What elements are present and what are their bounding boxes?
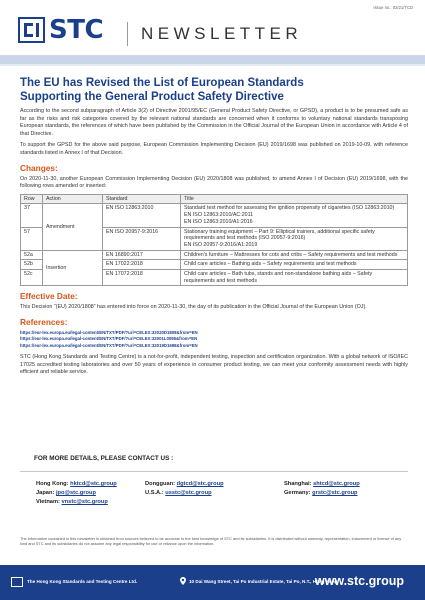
contact-item <box>284 481 360 487</box>
column-header: Row <box>21 194 43 204</box>
footer-bar <box>0 565 425 600</box>
changes-paragraph: On 2020-11-30, another European Commission Implementing Decision (EU) 2020/1808 was published, to amend Annex I of Decision (EU) 2019/1698, with the following rows amended or inserted: <box>20 175 408 190</box>
title-cell: Children’s furniture – Mattresses for cots and cribs – Safety requirements and test methods <box>181 250 408 260</box>
column-header: Action <box>43 194 103 204</box>
issue-number: Issue no.: 02/21/TCD <box>373 5 413 10</box>
contact-email[interactable]: hktcd@stc.group <box>70 481 117 487</box>
contact-email[interactable]: grstc@stc.group <box>312 490 358 496</box>
standard-cell: EN 17072:2018 <box>103 270 181 286</box>
title-cell: Child care articles – Bath tubs, stands and non-standalone bathing aids – Safety requirements and test methods <box>181 270 408 286</box>
title-cell: Stationary training equipment – Part 9: Elliptical trainers, additional specific safety requirements and test methods (ISO 20957-9:2016) EN ISO 20957-9:2016/A1:2019 <box>181 227 408 250</box>
contact-item <box>36 481 117 487</box>
standard-cell: EN 16890:2017 <box>103 250 181 260</box>
changes-table <box>20 194 408 287</box>
reference-link[interactable]: https://eur-lex.europa.eu/legal-content/EN/TXT/PDF/?uri=CELEX:32020D1808&from=EN <box>20 330 198 336</box>
contact-label: Hong Kong: <box>36 481 69 487</box>
table-header-row <box>21 194 408 204</box>
footer-logo-icon <box>11 577 23 587</box>
contact-label: Shanghai: <box>284 481 312 487</box>
article-title-line2: Supporting the General Product Safety Directive <box>20 91 284 103</box>
about-paragraph: STC (Hong Kong Standards and Testing Centre) is a not-for-profit, independent testing, inspection and certification organization. With a global network of ISO/IEC 17025 accredited testing laboratories and over 50 years of experience in consumer product testing, we can meet your conformity assessment needs with highly efficient and reliable service. <box>20 353 408 376</box>
footer-company: The Hong Kong Standards and Testing Centre Ltd. <box>27 579 138 584</box>
contact-item <box>145 490 212 496</box>
intro-paragraph-2: To support the GPSD for the above said purpose, European Commission Implementing Decision (EU) 2019/1698 was published on 2019-10-09, with reference standards listed in Annex I of that Decision. <box>20 142 408 156</box>
stc-logo <box>18 17 103 43</box>
table-row <box>21 204 408 227</box>
disclaimer-text: The information contained in this newsletter is obtained from sources believed to be accurate to the best knowledge of STC and its subsidiaries. It is distributed without warranty, representation, inducement or license of any kind and STC and its subsidiaries do not assume any legal responsibility for use or reliance upon the information. <box>20 536 402 547</box>
contact-item <box>284 490 358 496</box>
reference-link[interactable]: https://eur-lex.europa.eu/legal-content/EN/TXT/PDF/?uri=CELEX:32001L0095&from=EN <box>20 336 198 342</box>
footer-address: 10 Dai Wang Street, Tai Po Industrial Estate, Tai Po, N.T., Hong Kong <box>189 579 338 584</box>
reference-link[interactable]: https://eur-lex.europa.eu/legal-content/EN/TXT/PDF/?uri=CELEX:32019D1698&from=EN <box>20 342 198 348</box>
contact-item <box>36 499 108 505</box>
standard-cell: EN 17022:2018 <box>103 260 181 270</box>
contact-label: Germany: <box>284 490 311 496</box>
contact-label: Dongguan: <box>145 481 176 487</box>
contact-item <box>36 490 96 496</box>
contact-label: Vietnam: <box>36 499 60 505</box>
contact-label: Japan: <box>36 490 55 496</box>
contact-heading: FOR MORE DETAILS, PLEASE CONTACT US : <box>34 455 174 462</box>
article-title-line1: The EU has Revised the List of European Standards <box>20 77 304 89</box>
stc-logo-icon <box>18 17 45 43</box>
references-heading: References: <box>20 317 68 328</box>
column-header: Standard <box>103 194 181 204</box>
reference-links <box>20 330 408 349</box>
row-number: 52c <box>21 270 43 286</box>
column-header: Title <box>181 194 408 204</box>
newsletter-title: NEWSLETTER <box>141 24 303 43</box>
contact-divider <box>20 471 408 472</box>
contact-item <box>145 481 224 487</box>
contact-email[interactable]: usstc@stc.group <box>165 490 212 496</box>
row-number: 37 <box>21 204 43 227</box>
location-pin-icon <box>180 577 186 585</box>
title-cell: Child care articles – Bathing aids – Safety requirements and test methods <box>181 260 408 270</box>
row-number: 52b <box>21 260 43 270</box>
header-band <box>0 55 425 64</box>
intro-paragraph-1: According to the second subparagraph of Article 3(2) of Directive 2001/95/EC (General Product Safety Directive, or GPSD), a product is to be presumed safe as far as the risks and risk categories covered by the relevant national standards are concerned when it conforms to voluntary national standards transposing European standards, the references of which have been published by the Commission in the Official Journal of the European Union in accordance with Article 4 of that Directive. <box>20 108 408 137</box>
article-title <box>20 76 408 104</box>
title-cell: Standard test method for assessing the ignition propensity of cigarettes (ISO 12863:2010) EN ISO 12863:2010/AC:2011 EN ISO 12863:2010/A1:2016 <box>181 204 408 227</box>
standard-cell: EN ISO 20957-9:2016 <box>103 227 181 250</box>
contact-email[interactable]: jpo@stc.group <box>55 490 96 496</box>
row-number: 57 <box>21 227 43 250</box>
contact-label: U.S.A.: <box>145 490 164 496</box>
table-row <box>21 250 408 260</box>
standard-cell: EN ISO 12863:2010 <box>103 204 181 227</box>
stc-logo-text: STC <box>49 15 104 45</box>
effective-date-paragraph: This Decision “(EU) 2020/1808” has entered into force on 2020-11-30, the day of its publication in the Official Journal of the European Union (OJ). <box>20 304 367 311</box>
action-cell: Amendment <box>43 204 103 250</box>
contact-email[interactable]: shtcd@stc.group <box>313 481 360 487</box>
effective-date-heading: Effective Date: <box>20 291 78 302</box>
contact-email[interactable]: dgtcd@stc.group <box>176 481 224 487</box>
action-cell: Insertion <box>43 250 103 286</box>
changes-heading: Changes: <box>20 162 58 173</box>
contact-email[interactable]: vnstc@stc.group <box>61 499 108 505</box>
header-divider <box>127 22 128 46</box>
contact-list <box>36 481 416 521</box>
row-number: 52a <box>21 250 43 260</box>
article-content <box>20 76 408 377</box>
footer-website-link[interactable]: www.stc.group <box>314 574 404 588</box>
